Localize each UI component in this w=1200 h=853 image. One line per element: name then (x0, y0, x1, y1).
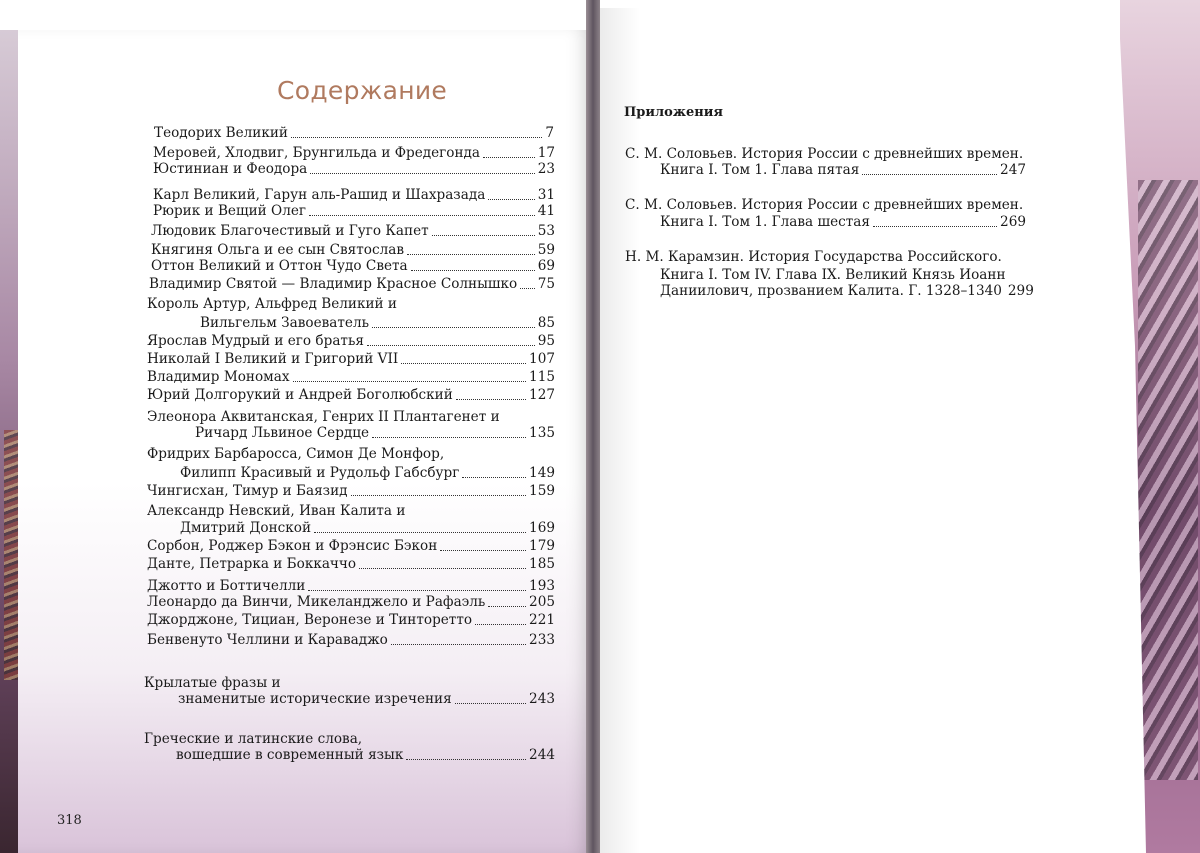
leader-dots (310, 172, 534, 174)
toc-entry (147, 332, 555, 350)
entry-title: Николай I Великий и Григорий VII (147, 351, 399, 367)
entry-title: Людовик Благочестивый и Гуго Капет (151, 223, 429, 239)
toc-entry (147, 611, 555, 629)
entry-page-number: 41 (537, 203, 555, 219)
entry-title: Данте, Петрарка и Боккаччо (147, 556, 357, 572)
leader-dots (488, 198, 534, 200)
entry-title: Владимир Святой — Владимир Красное Солнышко (149, 276, 518, 292)
entry-page-number: 127 (529, 387, 555, 403)
entry-page-number: 149 (529, 465, 555, 481)
entry-page-number: 7 (545, 125, 554, 141)
leader-dots (372, 326, 535, 328)
entry-title-line: Книга I. Том IV. Глава IX. Великий Князь Иоанн (660, 267, 1006, 283)
toc-entry (147, 593, 555, 611)
entry-title: Ричард Львиное Сердце (195, 425, 370, 441)
entry-title: Книга I. Том 1. Глава шестая (660, 214, 870, 230)
leader-dots (293, 380, 527, 382)
toc-entry (149, 275, 555, 293)
toc-entry (180, 464, 555, 482)
entry-page-number: 233 (529, 632, 555, 648)
leader-dots (309, 214, 535, 216)
toc-entry (660, 282, 1034, 300)
entry-title-line: Александр Невский, Иван Калита и (147, 503, 406, 519)
entry-page-number: 75 (537, 276, 555, 292)
appendix-heading: Приложения (624, 105, 724, 120)
entry-title-line: Крылатые фразы и (144, 675, 281, 691)
toc-entry (147, 631, 555, 649)
entry-title-line: С. М. Соловьев. История России с древнейших времен. (625, 146, 1024, 162)
entry-page-number: 244 (529, 747, 555, 763)
leader-dots (291, 136, 542, 138)
leader-dots (483, 156, 535, 158)
entry-page-number: 205 (529, 594, 555, 610)
entry-page-number: 135 (529, 425, 555, 441)
toc-entry (154, 124, 554, 142)
entry-page-number: 115 (529, 369, 555, 385)
entry-page-number: 299 (1007, 283, 1034, 299)
entry-title: Юстиниан и Феодора (153, 161, 308, 177)
leader-dots (488, 605, 526, 607)
right-page (596, 8, 1146, 853)
entry-title-line: Элеонора Аквитанская, Генрих II Плантагенет и (147, 409, 500, 425)
book-gutter (586, 0, 600, 853)
entry-title-line: С. М. Соловьев. История России с древнейших времен. (625, 197, 1024, 213)
entry-page-number: 107 (529, 351, 555, 367)
toc-entry (151, 222, 555, 240)
entry-title: Даниилович, прозванием Калита. Г. 1328–1340 (660, 283, 1002, 299)
entry-title-line: Фридрих Барбаросса, Симон Де Монфор, (147, 446, 445, 462)
entry-title-line: Король Артур, Альфред Великий и (147, 296, 397, 312)
entry-title: Теодорих Великий (154, 125, 288, 141)
leader-dots (314, 531, 526, 533)
entry-title: Филипп Красивый и Рудольф Габсбург (180, 465, 460, 481)
toc-entry (147, 555, 555, 573)
entry-page-number: 269 (1000, 214, 1026, 230)
toc-title: Содержание (277, 76, 448, 105)
leader-dots (440, 549, 526, 551)
entry-page-number: 247 (1000, 162, 1026, 178)
leader-dots (462, 476, 526, 478)
leader-dots (308, 589, 526, 591)
entry-title: Джотто и Боттичелли (147, 578, 306, 594)
entry-title: Юрий Долгорукий и Андрей Боголюбский (147, 387, 453, 403)
entry-title: вошедшие в современный язык (176, 747, 404, 763)
leader-dots (351, 494, 527, 496)
leader-dots (411, 269, 535, 271)
toc-entry (195, 424, 555, 442)
toc-entry (147, 368, 555, 386)
leader-dots (391, 643, 526, 645)
entry-title: Рюрик и Вещий Олег (153, 203, 307, 219)
toc-entry (147, 482, 555, 500)
toc-entry (180, 519, 555, 537)
entry-page-number: 185 (529, 556, 555, 572)
entry-title: Карл Великий, Гарун аль-Рашид и Шахразада (153, 187, 486, 203)
entry-page-number: 169 (529, 520, 555, 536)
leader-dots (455, 702, 526, 704)
entry-title: Леонардо да Винчи, Микеланджело и Рафаэль (147, 594, 486, 610)
toc-entry (660, 213, 1026, 231)
entry-title: Оттон Великий и Оттон Чудо Света (151, 258, 408, 274)
entry-title: Дмитрий Донской (180, 520, 311, 536)
entry-page-number: 95 (537, 333, 555, 349)
toc-entry (147, 386, 555, 404)
toc-entry (660, 161, 1026, 179)
entry-title: Княгиня Ольга и ее сын Святослав (151, 242, 404, 258)
toc-entry (200, 314, 555, 332)
entry-title: Чингисхан, Тимур и Баязид (147, 483, 348, 499)
entry-title: Книга I. Том 1. Глава пятая (660, 162, 860, 178)
leader-dots (406, 758, 526, 760)
entry-page-number: 85 (537, 315, 555, 331)
entry-page-number: 159 (529, 483, 555, 499)
entry-title: Ярослав Мудрый и его братья (147, 333, 364, 349)
entry-title: Сорбон, Роджер Бэкон и Фрэнсис Бэкон (147, 538, 438, 554)
entry-page-number: 221 (529, 612, 555, 628)
entry-title: Вильгельм Завоеватель (200, 315, 369, 331)
entry-page-number: 193 (529, 578, 555, 594)
toc-entry (176, 746, 555, 764)
toc-entry (153, 202, 555, 220)
toc-entry (153, 160, 555, 178)
toc-entry (151, 257, 555, 275)
leader-dots (401, 362, 526, 364)
entry-title-line: Греческие и латинские слова, (144, 731, 363, 747)
leader-dots (456, 398, 526, 400)
toc-entry (178, 690, 555, 708)
leader-dots (520, 287, 534, 289)
entry-title-line: Н. М. Карамзин. История Государства Российского. (625, 249, 1002, 265)
leader-dots (475, 623, 526, 625)
entry-page-number: 59 (537, 242, 555, 258)
leader-dots (873, 225, 997, 227)
leader-dots (862, 173, 997, 175)
leader-dots (367, 344, 535, 346)
toc-entry (147, 537, 555, 555)
entry-page-number: 53 (537, 223, 555, 239)
leader-dots (432, 234, 535, 236)
leader-dots (359, 567, 526, 569)
entry-title: знаменитые исторические изречения (178, 691, 452, 707)
entry-page-number: 23 (537, 161, 555, 177)
entry-page-number: 179 (529, 538, 555, 554)
entry-title: Джорджоне, Тициан, Веронезе и Тинторетто (147, 612, 473, 628)
leader-dots (372, 436, 526, 438)
entry-page-number: 17 (537, 145, 555, 161)
entry-page-number: 243 (529, 691, 555, 707)
entry-title: Бенвенуто Челлини и Караваджо (147, 632, 388, 648)
page-number: 318 (57, 813, 82, 828)
entry-title: Владимир Мономах (147, 369, 290, 385)
entry-title: Меровей, Хлодвиг, Брунгильда и Фредегонда (153, 145, 481, 161)
toc-entry (147, 350, 555, 368)
leader-dots (407, 253, 535, 255)
entry-page-number: 31 (537, 187, 555, 203)
entry-page-number: 69 (537, 258, 555, 274)
